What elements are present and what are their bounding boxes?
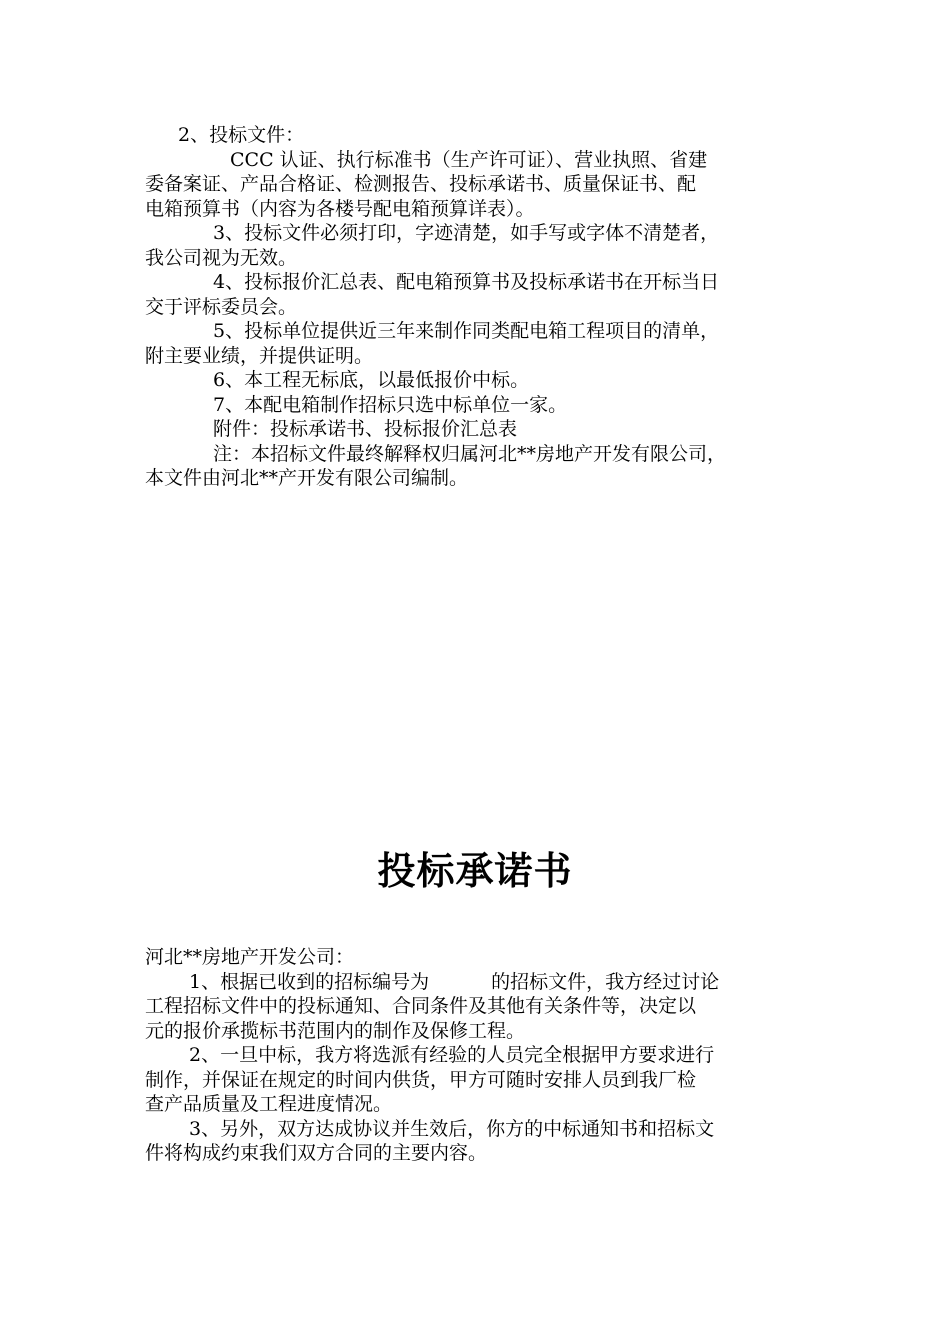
paragraph-line: 7、本配电箱制作招标只选中标单位一家。	[213, 393, 568, 416]
paragraph-line: CCC 认证、执行标准书（生产许可证）、营业执照、省建	[230, 148, 708, 171]
paragraph-line: 件将构成约束我们双方合同的主要内容。	[145, 1142, 488, 1164]
paragraph-line: 工程招标文件中的投标通知、合同条件及其他有关条件等，决定以	[145, 995, 697, 1017]
paragraph-line: 我公司视为无效。	[145, 246, 298, 269]
salutation: 河北**房地产开发公司：	[145, 946, 355, 968]
paragraph-line: 4、投标报价汇总表、配电箱预算书及投标承诺书在开标当日	[213, 271, 720, 293]
paragraph-line: 2、投标文件：	[178, 124, 305, 146]
tender-requirements-section	[145, 123, 825, 491]
paragraph-line: 3、投标文件必须打印，字迹清楚，如手写或字体不清楚者，	[213, 222, 720, 244]
paragraph-line: 电箱预算书（内容为各楼号配电箱预算详表）。	[145, 197, 535, 220]
paragraph-line: 制作，并保证在规定的时间内供货，甲方可随时安排人员到我厂检	[145, 1068, 697, 1091]
paragraph-line: 附件：投标承诺书、投标报价汇总表	[213, 418, 518, 440]
paragraph-line: 2、一旦中标，我方将选派有经验的人员完全根据甲方要求进行	[189, 1044, 715, 1066]
paragraph-line: 3、另外，双方达成协议并生效后，你方的中标通知书和招标文	[189, 1117, 715, 1140]
paragraph-line	[145, 970, 825, 995]
paragraph-line: 5、投标单位提供近三年来制作同类配电箱工程项目的清单，	[213, 320, 720, 342]
paragraph-line: 元的报价承揽标书范围内的制作及保修工程。	[145, 1019, 526, 1042]
paragraph-line: 6、本工程无标底，以最低报价中标。	[213, 369, 530, 391]
paragraph-line: 委备案证、产品合格证、检测报告、投标承诺书、质量保证书、配	[145, 173, 697, 195]
paragraph-line: 附主要业绩，并提供证明。	[145, 344, 374, 367]
paragraph-line: 查产品质量及工程进度情况。	[145, 1093, 393, 1115]
paragraph-line: 注：本招标文件最终解释权归属河北**房地产开发有限公司，	[213, 442, 727, 465]
paragraph-line: 本文件由河北**产开发有限公司编制。	[145, 467, 469, 489]
page-title: 投标承诺书	[377, 849, 573, 893]
commitment-letter-section	[145, 945, 825, 1166]
paragraph-text: 1、根据已收到的招标编号为	[189, 970, 430, 993]
paragraph-line: 交于评标委员会。	[145, 295, 298, 318]
paragraph-text: 的招标文件，我方经过讨论	[491, 970, 720, 993]
